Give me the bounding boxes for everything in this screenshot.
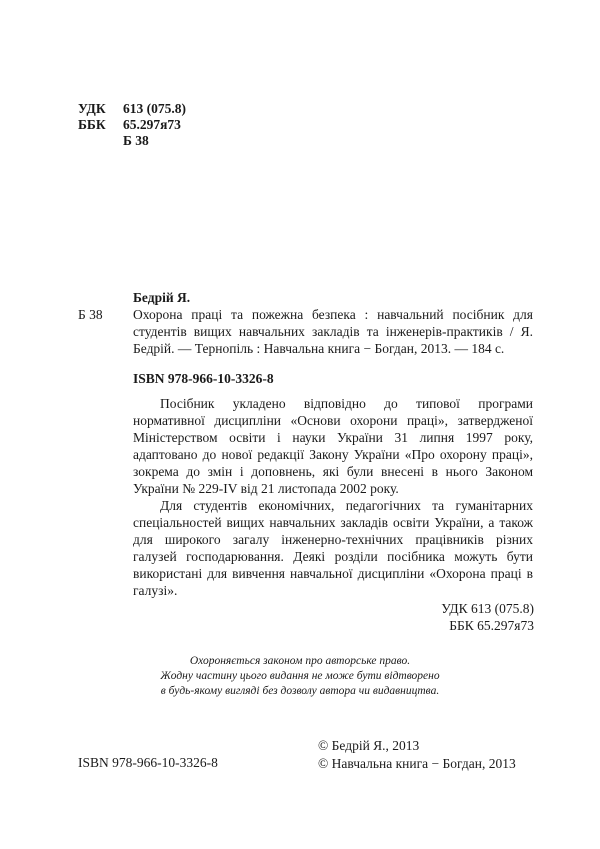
notice-line-2: Жодну частину цього видання не може бути відтворено <box>160 670 440 682</box>
catalog-code: Б 38 <box>78 307 103 322</box>
udk-label: УДК <box>78 101 106 116</box>
author-mark-row <box>78 133 149 149</box>
copyright-publisher: © Навчальна книга − Богдан, 2013 <box>318 756 516 771</box>
bbk-right: ББК 65.297я73 <box>449 618 534 633</box>
notice-line-3: в будь-якому вигляді без дозволу автора чи видавництва. <box>160 685 440 697</box>
udk-value: 613 (075.8) <box>123 101 186 116</box>
author-mark: Б 38 <box>123 133 149 148</box>
bbk-value: 65.297я73 <box>123 117 181 132</box>
codes-right <box>441 600 534 634</box>
copyright-lines <box>318 737 516 773</box>
udk-right: УДК 613 (075.8) <box>441 601 534 616</box>
catalog-author: Бедрій Я. <box>133 290 191 305</box>
catalog-description: Охорона праці та пожежна безпека : навчальний посібник для студентів вищих навчальних закладів та інженерів-практиків / Я. Бедрій. — Тернопіль : Навчальна книга − Богдан, 2013. — 184 с. <box>133 307 533 356</box>
copyright-notice <box>90 654 510 699</box>
bbk-row <box>78 117 181 133</box>
catalog-isbn: ISBN 978-966-10-3326-8 <box>133 371 274 386</box>
udk-row <box>78 101 186 117</box>
abstract <box>133 395 533 599</box>
abstract-paragraph-1: Посібник укладено відповідно до типової програми нормативної дисципліни «Основи охорони праці», затвердженої Міністерством освіти і науки України 31 липня 1997 року, адаптовано до нової редакції Закону України «Про охорону праці», зокрема до змін і доповнень, які були внесені в нього Законом України № 229-IV від 21 листопада 2002 року. <box>133 396 533 496</box>
notice-line-1: Охороняється законом про авторське право. <box>189 655 411 667</box>
footer-isbn: ISBN 978-966-10-3326-8 <box>78 755 218 770</box>
bbk-label: ББК <box>78 117 106 132</box>
abstract-paragraph-2: Для студентів економічних, педагогічних та гуманітарних спеціальностей вищих навчальних закладів освіти України, а також для широкого загалу інженерно-технічних працівників різних галузей господарювання. Деякі розділи посібника можуть бути використані для вивчення навчальної дисципліни «Охорона праці в галузі». <box>133 498 533 598</box>
copyright-author: © Бедрій Я., 2013 <box>318 738 420 753</box>
